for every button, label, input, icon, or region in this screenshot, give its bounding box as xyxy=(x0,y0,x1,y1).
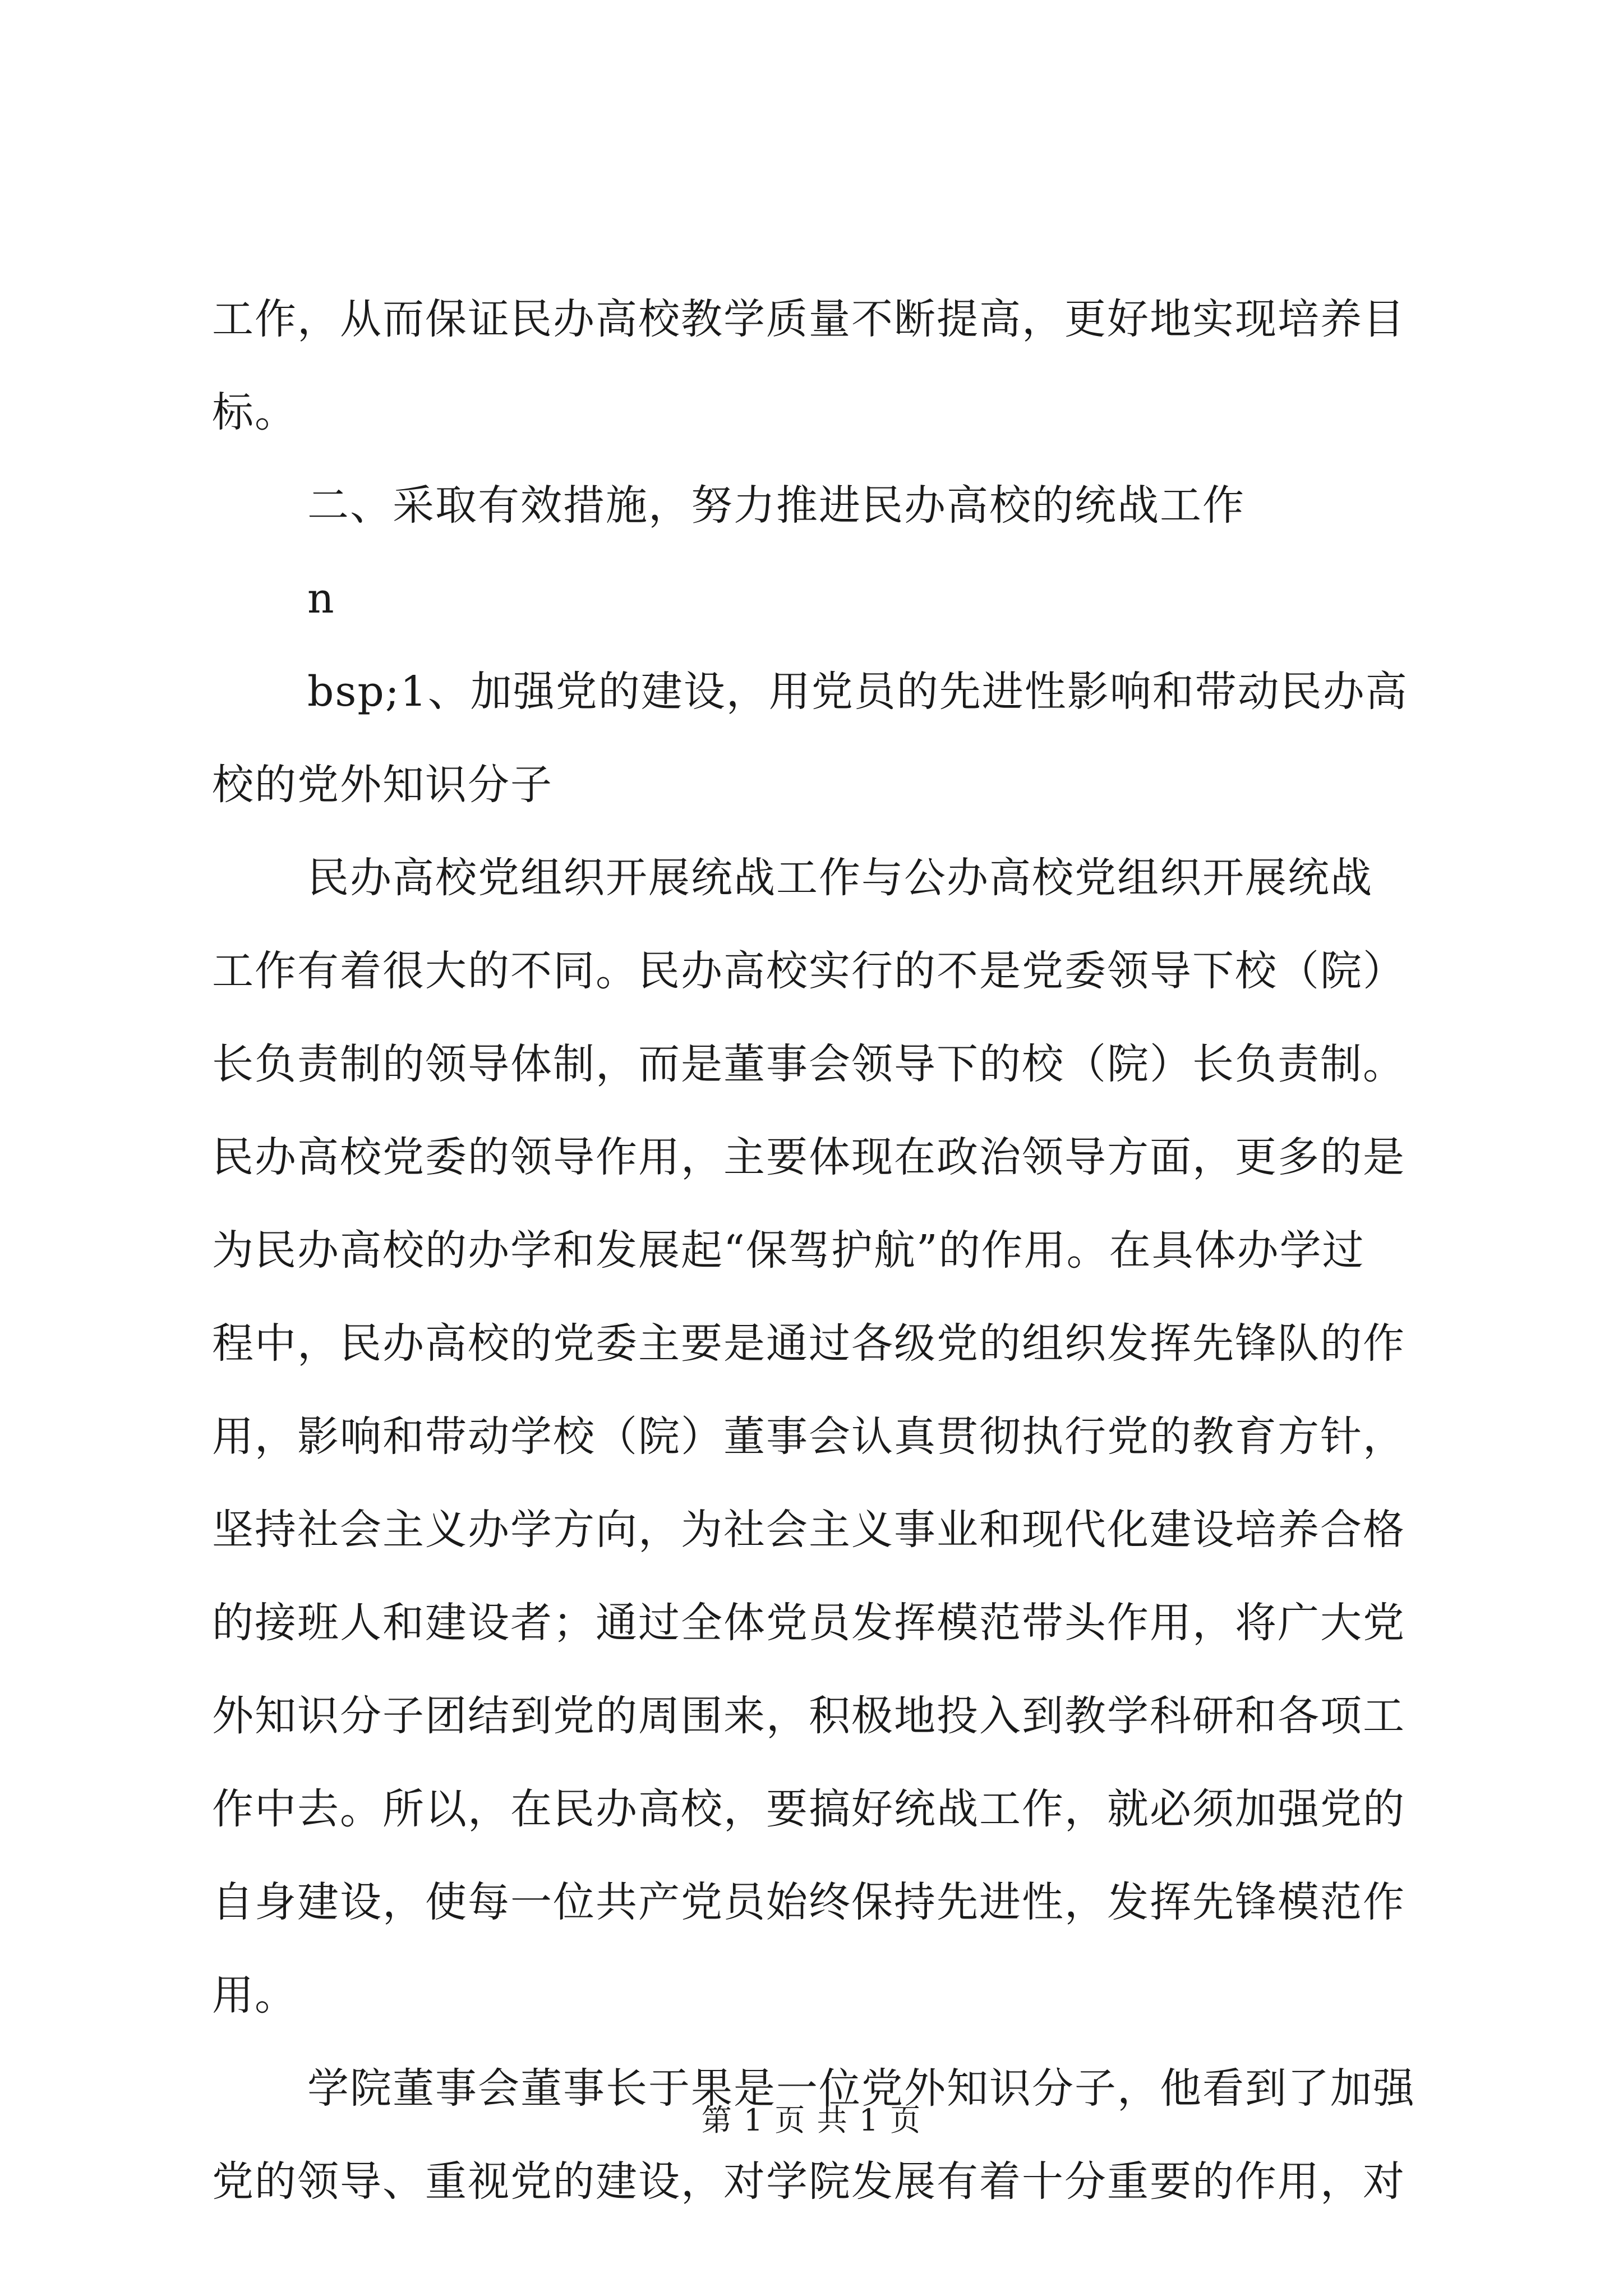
text-line: 工作，从而保证民办高校教学质量不断提高，更好地实现培养目 xyxy=(212,295,1405,343)
text-line: 标。 xyxy=(212,388,297,436)
section-heading: 二、采取有效措施，努力推进民办高校的统战工作 xyxy=(307,481,1245,530)
text-line: 用。 xyxy=(212,1971,297,2019)
text-line: 程中，民办高校的党委主要是通过各级党的组织发挥先锋队的作 xyxy=(212,1319,1405,1368)
text-line: 为民办高校的办学和发展起“保驾护航”的作用。在具体办学过 xyxy=(212,1226,1365,1274)
text-line: 民办高校党委的领导作用，主要体现在政治领导方面，更多的是 xyxy=(212,1133,1405,1181)
paragraph-start: 学院董事会董事长于果是一位党外知识分子，他看到了加强 xyxy=(307,2064,1415,2113)
subsection-heading-continued: 校的党外知识分子 xyxy=(212,761,553,809)
text-line: n xyxy=(307,574,335,623)
paragraph-start: 民办高校党组织开展统战工作与公办高校党组织开展统战 xyxy=(307,854,1373,902)
document-body xyxy=(212,292,1415,2247)
text-line: 坚持社会主义办学方向，为社会主义事业和现代化建设培养合格 xyxy=(212,1506,1405,1554)
text-line: 自身建设，使每一位共产党员始终保持先进性，发挥先锋模范作 xyxy=(212,1878,1405,1926)
text-line: 党的领导、重视党的建设，对学院发展有着十分重要的作用，对 xyxy=(212,2157,1405,2206)
text-line: 工作有着很大的不同。民办高校实行的不是党委领导下校（院） xyxy=(212,947,1405,995)
text-line: 的接班人和建设者；通过全体党员发挥模范带头作用，将广大党 xyxy=(212,1599,1405,1647)
text-line: 长负责制的领导体制，而是董事会领导下的校（院）长负责制。 xyxy=(212,1040,1405,1088)
text-line: 用，影响和带动学校（院）董事会认真贯彻执行党的教育方针， xyxy=(212,1412,1405,1461)
subsection-heading: bsp;1、加强党的建设，用党员的先进性影响和带动民办高 xyxy=(307,668,1408,716)
text-line: 作中去。所以，在民办高校，要搞好统战工作，就必须加强党的 xyxy=(212,1785,1405,1833)
page-footer: 第 1 页 共 1 页 xyxy=(701,2102,922,2138)
text-line: 外知识分子团结到党的周围来，积极地投入到教学科研和各项工 xyxy=(212,1692,1405,1740)
